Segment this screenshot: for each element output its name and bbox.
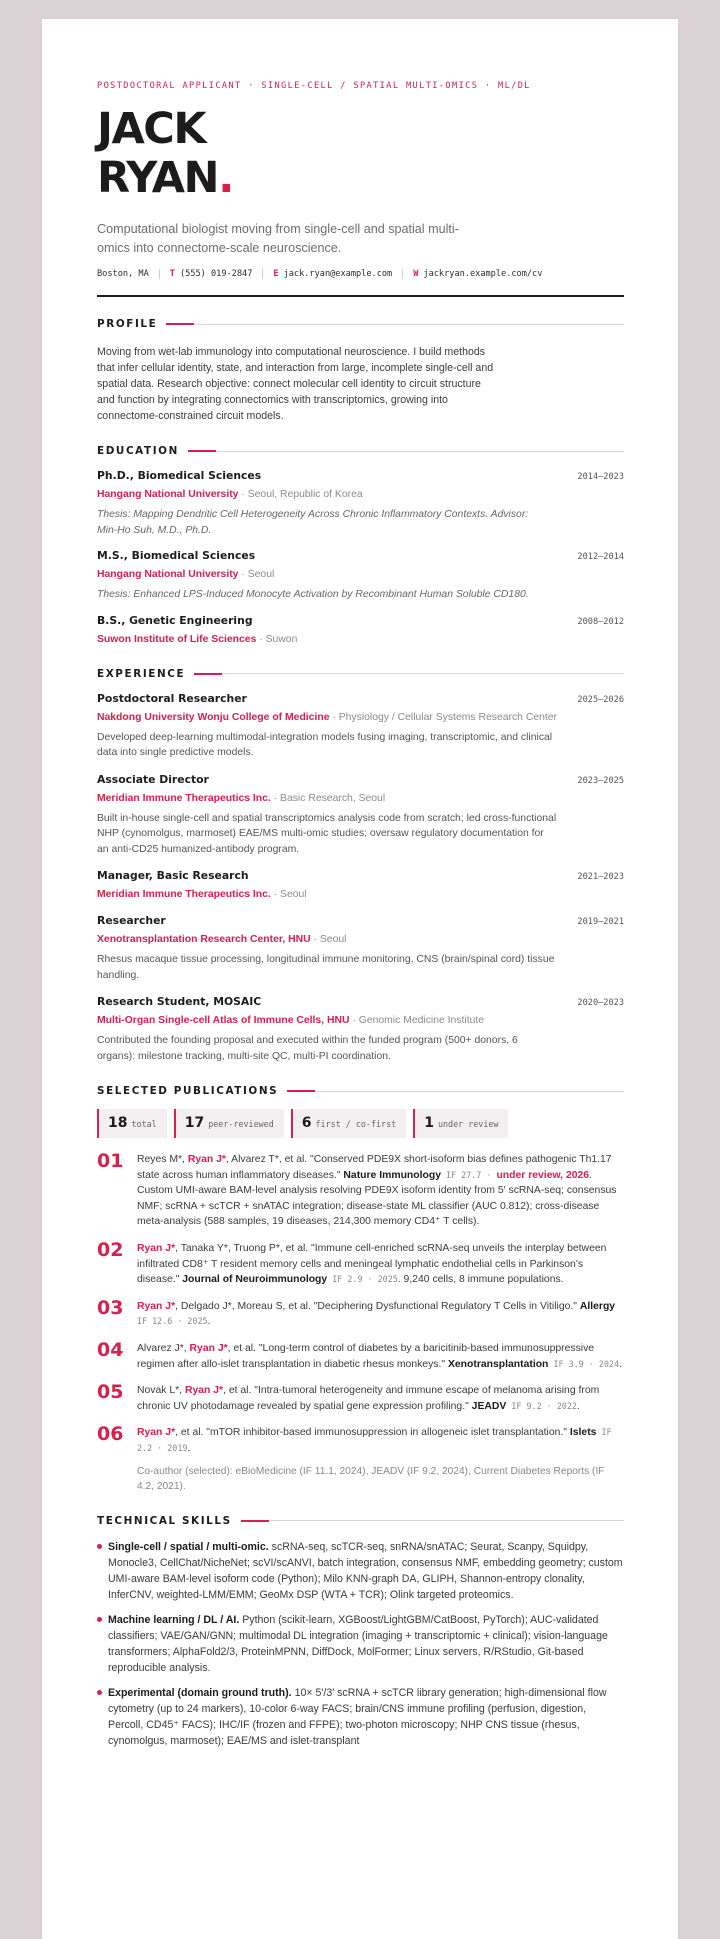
publication-summary: . Custom UMI-aware BAM-level analysis resolving PDE9X isoform identity from 5′ scRNA-seq; consensus NMF; scRNA + scTCR + snATAC integration; disease-state ML classifier (AUC 0.812); cross-disease meta-analysis (588 samples, 19 diseases, 214,300 memory CD4⁺ T cells).: [137, 1169, 617, 1228]
publication-item: [97, 1152, 624, 1230]
self-author: Ryan J*: [137, 1300, 176, 1312]
role-description: Contributed the founding proposal and executed within the funded program (500+ donors, 6 organs): milestone tracking, multi-site QC, multi-PI coordination.: [97, 1035, 518, 1062]
header-divider: [97, 295, 624, 297]
education-entry: [97, 469, 624, 538]
role: Researcher: [97, 914, 166, 927]
skill-text: [108, 1612, 624, 1676]
publication-citation: [137, 1152, 623, 1230]
skill-heading: Single-cell / spatial / multi-omic.: [108, 1540, 269, 1553]
email-value: jack.ryan@example.com: [283, 269, 393, 279]
dates: 2025–2026: [577, 694, 624, 705]
institution-location: · Seoul, Republic of Korea: [238, 489, 363, 500]
publication-number: 03: [97, 1296, 124, 1319]
experience-heading: [97, 668, 624, 680]
role: Research Student, MOSAIC: [97, 995, 262, 1008]
impact-factor: IF 2.2 · 2019: [137, 1427, 612, 1453]
employer-line: [97, 1013, 557, 1028]
publication-item: [97, 1338, 624, 1372]
employer-detail: · Basic Research, Seoul: [270, 792, 386, 804]
journal: Allergy: [579, 1300, 616, 1312]
bullet-dot-icon: [97, 1539, 108, 1603]
publication-number: 06: [97, 1423, 124, 1446]
section-accent-line: [188, 450, 216, 452]
name-accent-dot: .: [218, 153, 233, 203]
impact-factor: IF 12.6 · 2025: [137, 1316, 208, 1327]
self-author: Ryan J*: [189, 1342, 228, 1354]
institution-location: · Seoul: [238, 569, 275, 580]
thesis-note: Thesis: Mapping Dendritic Cell Heterogeneity Across Chronic Inflammatory Contexts. Advisor: Min-Ho Suh, M.D., Ph.D.: [97, 509, 529, 536]
skill-text: [108, 1685, 624, 1749]
email-label: E: [273, 269, 279, 279]
self-author: Ryan J*: [137, 1427, 176, 1439]
dates: 2020–2023: [577, 998, 624, 1008]
web-label: W: [413, 269, 419, 279]
journal: Xenotransplantation: [447, 1358, 549, 1370]
role-description: Developed deep-learning multimodal-integration models fusing imaging, transcriptomic, and clinical data into single predictive models.: [97, 731, 553, 758]
stat-total: [97, 1109, 167, 1138]
impact-factor: IF 2.9 · 2025: [327, 1274, 398, 1285]
authors-pre: Novak L*,: [137, 1385, 185, 1397]
last-name-line: [97, 154, 624, 203]
publication-summary: .: [207, 1316, 211, 1328]
web-value: jackryan.example.com/cv: [423, 269, 543, 279]
stat-number: 18: [108, 1115, 128, 1131]
dates: 2019–2021: [577, 917, 624, 927]
publication-number: 01: [97, 1150, 124, 1172]
employer: Multi-Organ Single-cell Atlas of Immune Cells, HNU: [97, 1015, 350, 1026]
education-entry: [97, 549, 624, 603]
contact-location: Boston, MA: [97, 269, 160, 279]
institution-location: · Suwon: [256, 633, 298, 645]
section-divider: [315, 1091, 624, 1092]
employer-line: [97, 932, 557, 947]
employer-line: [97, 887, 557, 902]
stat-label: under review: [437, 1119, 499, 1129]
experience-entry: [97, 869, 624, 902]
experience-entry: [97, 914, 624, 983]
dates: 2012–2014: [577, 552, 624, 562]
citation-text: , et al. "mTOR inhibitor-based immunosuppression in allogeneic islet transplantation.": [175, 1427, 570, 1439]
stat-under-review: [413, 1109, 508, 1138]
stat-first-author: [291, 1109, 406, 1138]
skill-text: [108, 1539, 624, 1603]
education-entry: [97, 614, 624, 647]
contact-phone[interactable]: [170, 269, 264, 279]
employer-detail: · Genomic Medicine Institute: [349, 1015, 485, 1026]
stat-peer-reviewed: [174, 1109, 284, 1138]
role: Manager, Basic Research: [97, 869, 249, 882]
first-name: JACK: [97, 104, 206, 154]
section-divider: [222, 673, 624, 674]
impact-factor: IF 9.2 · 2022: [506, 1400, 577, 1411]
phone-label: T: [169, 269, 175, 279]
publication-summary: .: [619, 1358, 622, 1370]
phone-value: (555) 019-2847: [179, 269, 253, 279]
section-title: EXPERIENCE: [97, 667, 186, 680]
experience-entry: [97, 995, 624, 1064]
journal: Journal of Neuroimmunology: [182, 1274, 328, 1286]
citation-text: , et al. "Long-term control of diabetes by a baricitinib-based immunosuppressive regimen after allo-islet transplantation in diabetic rhesus monkeys.": [137, 1342, 595, 1370]
header-kicker: POSTDOCTORAL APPLICANT · SINGLE-CELL / SPATIAL MULTI-OMICS · ML/DL: [97, 81, 531, 91]
publication-number: 02: [97, 1238, 124, 1261]
role-description: Built in-house single-cell and spatial transcriptomics analysis code from scratch; led cross-functional NHP (cynomolgus, marmoset) EAE/MS multi-omic studies; oversaw regulatory documentation for an anti-CD25 humanized-antibody program.: [97, 812, 557, 855]
publication-stats: [97, 1109, 624, 1138]
employer-detail: · Physiology / Cellular Systems Research Center: [329, 711, 558, 723]
authors-pre: Reyes M*,: [137, 1154, 188, 1165]
publication-summary: .: [187, 1442, 191, 1454]
impact-factor: IF 27.7 ·: [440, 1169, 497, 1180]
journal: JEADV: [471, 1400, 507, 1412]
degree: M.S., Biomedical Sciences: [97, 549, 256, 562]
publication-citation: [137, 1425, 623, 1456]
publication-citation: [137, 1241, 623, 1288]
resume-page: [42, 19, 678, 1939]
review-status: under review, 2026: [496, 1169, 590, 1181]
section-divider: [216, 451, 624, 452]
self-author: Ryan J*: [184, 1385, 224, 1397]
experience-entry: [97, 692, 624, 761]
section-title: EDUCATION: [97, 445, 179, 457]
dates: 2021–2023: [577, 872, 624, 882]
bullet-dot-icon: [97, 1612, 108, 1676]
section-divider: [194, 324, 624, 325]
employer: Meridian Immune Therapeutics Inc.: [97, 792, 271, 804]
journal: Nature Immunology: [343, 1169, 441, 1181]
employer: Meridian Immune Therapeutics Inc.: [97, 889, 271, 900]
employer-line: [97, 710, 557, 725]
employer-detail: · Seoul: [310, 934, 347, 945]
stat-number: 6: [301, 1115, 312, 1131]
publication-item: [97, 1425, 624, 1456]
section-accent-line: [287, 1090, 315, 1092]
bullet-dot-icon: [97, 1685, 108, 1749]
publication-item: [97, 1383, 624, 1414]
contact-bar: [97, 269, 624, 279]
skill-item: [97, 1539, 624, 1603]
publication-number: 05: [97, 1381, 124, 1404]
experience-entry: [97, 773, 624, 858]
citation-text: , Tanaka Y*, Truong P*, et al. "Immune cell-enriched scRNA-seq unveils the interplay between infiltrated CD8⁺ T resident memory cells and meningeal lymphatic endothelial cells in Parkinson's disease.": [137, 1242, 607, 1286]
institution: Suwon Institute of Life Sciences: [97, 633, 257, 645]
self-author: Ryan J*: [187, 1154, 226, 1165]
dates: 2008–2012: [577, 616, 624, 627]
publication-citation: [137, 1299, 623, 1330]
employer-line: [97, 791, 557, 806]
section-title: SELECTED PUBLICATIONS: [97, 1085, 279, 1097]
publication-item: [97, 1296, 624, 1330]
employer: Xenotransplantation Research Center, HNU: [97, 934, 311, 945]
coauthor-note: Co-author (selected): eBioMedicine (IF 11.1, 2024), JEADV (IF 9.2, 2024), Current Diabetes Reports (IF 4.2, 2021).: [137, 1465, 605, 1492]
profile-heading: [97, 318, 624, 330]
publication-citation: [137, 1383, 623, 1414]
institution-line: [97, 487, 557, 502]
stat-label: peer-reviewed: [208, 1119, 274, 1129]
skill-heading: Machine learning / DL / AI.: [108, 1613, 240, 1626]
stat-label: total: [131, 1119, 157, 1129]
tagline: Computational biologist moving from single-cell and spatial multi-omics into connectome-scale neuroscience.: [97, 222, 459, 255]
contact-email[interactable]: [273, 269, 403, 279]
stat-number: 1: [424, 1115, 434, 1131]
skill-heading: Experimental (domain ground truth).: [108, 1686, 292, 1699]
section-accent-line: [241, 1520, 269, 1522]
publication-summary: .: [576, 1400, 580, 1412]
journal: Islets: [569, 1427, 597, 1439]
publication-number: 04: [97, 1338, 124, 1361]
self-author: Ryan J*: [137, 1242, 176, 1254]
skill-detail: 10× 5′/3′ scRNA + scTCR library generation; high-dimensional flow cytometry (up to 24 markers), 10-color 6-way FACS; brain/CNS immune profiling (perfusion, digestion, Percoll, CD45⁺ FACS); IHC/IF (frozen and FFPE); two-photon microscopy; NHP CNS tissue (rhesus, cynomolgus, marmoset); EAE/MS and islet-transplant: [108, 1686, 607, 1747]
skill-item: [97, 1685, 624, 1749]
employer-detail: · Seoul: [270, 889, 307, 900]
section-divider: [269, 1520, 624, 1521]
authors-pre: Alvarez J*,: [137, 1342, 190, 1354]
degree: B.S., Genetic Engineering: [97, 613, 253, 627]
citation-text: , Delgado J*, Moreau S, et al. "Deciphering Dysfunctional Regulatory T Cells in Vitiligo.": [175, 1300, 580, 1312]
last-name: RYAN: [97, 153, 219, 203]
publications-heading: [97, 1085, 624, 1097]
profile-text: Moving from wet-lab immunology into computational neuroscience. I build methods that infer cellular identity, state, and interaction from large, incomplete single-cell and spatial data. Research objective: connect molecular cell identity to circuit structure and function by integrating connectomics with transcriptomics, growing into connectome-constrained circuit models.: [97, 346, 494, 422]
dates: 2023–2025: [577, 775, 624, 786]
stat-number: 17: [184, 1115, 205, 1131]
publication-citation: [137, 1341, 623, 1372]
publication-summary: . 9,240 cells, 8 immune populations.: [397, 1274, 564, 1286]
candidate-name: [97, 105, 624, 203]
skills-heading: [97, 1515, 624, 1527]
stat-label: first / co-first: [315, 1119, 397, 1129]
employer: Nakdong University Wonju College of Medicine: [97, 711, 330, 723]
section-title: PROFILE: [97, 318, 158, 330]
skill-detail: scRNA-seq, scTCR-seq, snRNA/snATAC; Seurat, Scanpy, Squidpy, Monocle3, CellChat/NicheNet; scVI/scANVI, batch integration, consensus NMF, embedding geometry; custom UMI-aware BAM-level isoform code (Python); Milo KNN-graph DA, GLIPH, Shannon-entropy clonality, InferCNV, weighted-LMM/EMM; GeoMx DSP (WTA + TCR); Olink targeted proteomics.: [108, 1540, 623, 1601]
education-heading: [97, 445, 624, 457]
institution: Hangang National University: [97, 489, 239, 500]
citation-text: , Alvarez T*, et al. "Conserved PDE9X short-isoform bias defines pathogenic Th1.17 state across human inflammatory diseases.": [137, 1154, 612, 1181]
skill-item: [97, 1612, 624, 1676]
section-title: TECHNICAL SKILLS: [97, 1514, 232, 1527]
role: Postdoctoral Researcher: [97, 691, 247, 705]
institution-line: [97, 567, 557, 582]
degree: Ph.D., Biomedical Sciences: [97, 469, 262, 482]
role-description: Rhesus macaque tissue processing, longitudinal immune monitoring, CNS (brain/spinal cord) tissue handling.: [97, 954, 555, 981]
section-accent-line: [166, 323, 194, 325]
thesis-note: Thesis: Enhanced LPS-Induced Monocyte Activation by Recombinant Human Soluble CD180.: [97, 589, 529, 600]
role: Associate Director: [97, 772, 209, 786]
publication-item: [97, 1238, 624, 1288]
skill-detail: Python (scikit-learn, XGBoost/LightGBM/CatBoost, PyTorch); AUC-validated classifiers; VAE/GAN/GNN; multimodal DL integration (imaging + transcriptomic + clinical); vision-language transformers; AlphaFold2/3, ProteinMPNN, DiffDock, MolFormer; Linux servers, R/RStudio, Git-based reproducible analysis.: [108, 1613, 608, 1674]
citation-text: , et al. "Intra-tumoral heterogeneity and immune escape of melanoma arising from chronic UV photodamage revealed by spatial gene expression profiling.": [137, 1385, 600, 1412]
institution-line: [97, 632, 557, 647]
section-accent-line: [194, 673, 222, 675]
dates: 2014–2023: [577, 472, 624, 482]
impact-factor: IF 3.9 · 2024: [548, 1358, 619, 1369]
institution: Hangang National University: [97, 569, 239, 580]
contact-web[interactable]: [413, 269, 552, 279]
